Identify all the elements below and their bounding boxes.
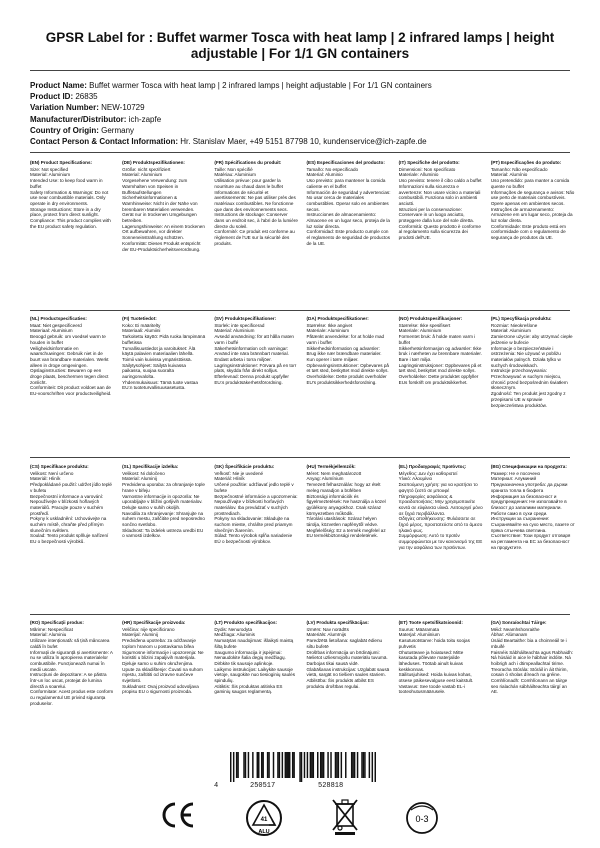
spec-line: Размер: Не е посочено: [490, 470, 541, 476]
info-value: 26835: [75, 92, 98, 102]
spec-line: Conformidade: Este produto está em conformidade com o regulamento de segurança de produtos da UE.: [490, 223, 566, 241]
spec-line: Material: Aluminium: [214, 328, 255, 334]
spec-line: Material: Aluminium: [122, 172, 163, 178]
svg-text:0-3: 0-3: [415, 814, 429, 824]
spec-heading: (FI) Tuotetiedot:: [122, 316, 157, 321]
barcode-bar: [330, 752, 331, 778]
tidyman-icon: [402, 800, 442, 841]
spec-line: Glabāšanas instrukcijas: Uzglabāt sausā vietā, sargāt no tiešiem saules stariem.: [306, 666, 390, 678]
spec-line: Materiał: Aluminium: [490, 328, 531, 334]
spec-line: Instrucțiuni de depozitare: A se păstra într-un loc uscat, protejat de lumina directă a soarelui.: [30, 672, 107, 689]
spec-line: Storlek: inte specificerad: [214, 322, 265, 328]
spec-heading: (ET) Toote spetsifikatsioonid:: [398, 620, 463, 625]
spec-line: Méret: Nem meghatározott: [306, 470, 362, 476]
spec-line: Faisnéis Sábháilteachta agus Rabhaidh: Ná húsáid in aice le hábhair indóite. Ná hoibrigh ach i dtimpeallachtaí tirime.: [490, 649, 574, 666]
spec-line: Soulad: Tento produkt splňuje nařízení EU o bezpečnosti výrobků.: [30, 533, 109, 545]
spec-column: [122, 620, 206, 707]
spec-line: Uso previsto: para mantener la comida caliente en el buffet: [306, 178, 386, 189]
barcode-bar: [364, 752, 365, 778]
barcode-bar: [327, 752, 328, 778]
barcode-bar: [292, 752, 293, 778]
spec-line: Pokyny k uskladnění: Uchovávejte na suchém místě, chraňte před přímým slunečním světlem.: [30, 516, 107, 533]
spec-line: Οδηγίες αποθήκευσης: Φυλάσσετε σε ξηρό μέρος, προστατεύστε από το άμεσο ηλιακό φως.: [398, 516, 483, 533]
spec-line: Materjal: Alumiinium: [398, 632, 440, 638]
spec-line: Avsedd användning: för att hålla maten varm i buffé: [214, 334, 294, 345]
spec-line: Dimensioni: Non specificato: [398, 166, 456, 172]
barcode-bar: [321, 752, 322, 778]
info-label: Manufacturer/Distributor:: [30, 114, 127, 124]
spec-line: Medžiaga: Aliuminis: [214, 632, 255, 638]
barcode-bar: [301, 752, 302, 782]
spec-line: Material: Aluminij: [122, 476, 157, 482]
spec-heading: (FR) Spécifications du produit:: [214, 160, 282, 165]
spec-column: [122, 160, 206, 252]
spec-line: Materiaal: Aluminium: [30, 328, 73, 334]
spec-column: [399, 160, 483, 252]
spec-line: Uso pretendido: para manter a comida quente no buffet: [490, 178, 570, 189]
svg-text:ALU: ALU: [258, 829, 270, 835]
spec-line: Comhlíonadh: Comhlíonann an táirge seo rialachán sábháilteachta táirgí an AE.: [490, 678, 568, 695]
spec-line: Sigurnosne informacije i upozorenja: Ne koristiti u blizini zapaljivih materijala. Djeluje samo u suhim okruženjima.: [122, 649, 204, 666]
spec-line: Numatytas naudojimas: išlaikyti maistą šiltą bufete: [214, 638, 294, 649]
spec-heading: (IT) Specifiche del prodotto:: [398, 160, 460, 165]
barcode-bar: [279, 752, 280, 778]
spec-line: Veiligheidsinformatie en waarschuwingen: Gebruik niet in de buurt van brandbare materialen. Werkt alleen in droge omgevingen.: [30, 345, 109, 368]
spec-line: Skladnost: Ta izdelek ustreza uredbi EU o varnosti izdelkov.: [122, 527, 204, 539]
spec-column: [214, 620, 298, 707]
spec-column: [491, 620, 575, 707]
spec-heading: (PL) Specyfikacja produktu:: [490, 316, 552, 321]
spec-heading: (SL) Specifikacije izdelka:: [122, 464, 179, 469]
barcode-bar: [299, 752, 300, 782]
barcode-bar: [273, 752, 274, 778]
spec-line: Predvidena uporaba: za ohranjanje tople hrane v bifeju: [122, 482, 205, 493]
divider: [30, 457, 570, 458]
spec-line: Informações de segurança e avisos: Não use perto de materiais combustíveis. Opere apenas em ambientes secos.: [490, 189, 575, 206]
spec-line: Μέγεθος: Δεν έχει καθοριστεί: [398, 470, 458, 476]
spec-line: Säilitusjuhised: Hoida kuivas kohas, otsese päikesevalguse eest kaitstult.: [398, 672, 474, 684]
spec-line: Storage Instructions: Store in a dry place, protect from direct sunlight.: [30, 206, 101, 218]
barcode-bar: [320, 752, 321, 778]
spec-heading: (DE) Produktspezifikationen:: [122, 160, 185, 165]
spec-line: Veličina: nije specificirano: [122, 626, 175, 632]
barcode-digit-left: 4: [214, 782, 219, 790]
barcode-bar: [307, 752, 308, 778]
spec-heading: (RO) Specificații produs:: [30, 620, 84, 625]
spec-row-2: [30, 316, 575, 408]
divider: [30, 70, 570, 71]
barcode-bar: [311, 752, 312, 778]
spec-heading: (PT) Especificações do produto:: [490, 160, 562, 165]
spec-heading: (CS) Specifikace produktu:: [30, 464, 89, 469]
spec-line: Sikkerhedsinformation og advarsler: Brug ikke nær brændbare materialer. Kun operer i tørre miljøer.: [306, 345, 382, 362]
barcode-bar: [258, 752, 259, 778]
spec-line: Maat: Niet gespecificeerd: [30, 322, 82, 328]
spec-heading: (LV) Produkta specifikācijas:: [306, 620, 369, 625]
spec-column: [122, 316, 206, 408]
spec-line: Dydis: Nenurodyta: [214, 626, 253, 632]
spec-line: Предназначена употреба: да държи храната топла в бюфета: [490, 482, 568, 493]
spec-column: [214, 160, 298, 252]
barcode-bar: [293, 752, 294, 778]
spec-line: Tarkoitettu käyttö: Pidä ruoka lämpimänä buffetissa: [122, 334, 206, 345]
spec-line: Lagerungshinweise: An einem trockenen Ort aufbewahren, vor direkter Sonneneinstrahlung schützen.: [122, 223, 205, 241]
spec-line: Utilizare intenționată: să țină mâncarea caldă în bufet: [30, 638, 110, 649]
spec-line: Informacje o bezpieczeństwie i ostrzeżenia: Nie używać w pobliżu materiałów palnych. Działa tylko w suchych środowiskach.: [490, 345, 561, 368]
info-value: Germany: [101, 125, 135, 135]
spec-heading: (HU) Termékjellemzők:: [306, 464, 356, 469]
spec-line: Υλικό: Αλουμίνιο: [398, 476, 433, 482]
spec-line: Drošības informācija un brīdinājumi: Nelietot uzliesmojošu materiālu tuvumā. Darbojas tikai sausā vidē.: [306, 649, 388, 666]
barcode-bar: [286, 752, 287, 778]
info-label: Variation Number:: [30, 103, 99, 113]
spec-column: [30, 620, 114, 707]
spec-line: Beoogd gebruik: om voedsel warm te houden in buffet: [30, 334, 106, 345]
barcode-bar: [310, 752, 311, 778]
spec-heading: (ES) Especificaciones del producto:: [306, 160, 385, 165]
barcode-bar: [338, 752, 339, 778]
spec-line: Mărime: Nespecificat: [30, 626, 73, 632]
spec-line: Size: Not specified: [30, 166, 69, 172]
spec-line: Materiale: Alluminio: [398, 172, 439, 178]
barcode-bar: [335, 752, 336, 778]
barcode-bar: [285, 752, 286, 778]
spec-line: Konformität: Dieses Produkt entspricht der EU-Produktsicherheitsverordnung.: [122, 240, 201, 252]
spec-heading: (DA) Produktspecifikationer:: [306, 316, 369, 321]
spec-heading: (LT) Produkto specifikacijos:: [214, 620, 278, 625]
spec-line: Treoracha Stórála: Stóráil in áit thirim, cosain ó sholas díreach na gréine.: [490, 666, 568, 678]
spec-line: Säilytysohjeet: Säilytä kuivassa paikassa, suojaa suoralta auringonvalolta.: [122, 362, 186, 380]
barcode-bar: [357, 752, 358, 778]
spec-line: Matériau: Aluminium: [214, 172, 256, 178]
spec-line: Materiale: Aluminium: [306, 328, 350, 334]
spec-line: Informații de siguranță și avertismente: A nu se utiliza în apropierea materialelor combustibile. Funcționează numai în medii uscate.: [30, 649, 113, 672]
spec-line: Instrucciones de almacenamiento: Almacene en un lugar seco, proteja de la luz solar directa.: [306, 212, 390, 229]
spec-line: Conformidad: Este producto cumple con el reglamento de seguridad de productos de la UE.: [306, 229, 390, 246]
info-value: Hr. Stanislav Maer, +49 5151 87798 10, kundenservice@ich-zapfe.de: [180, 137, 427, 147]
barcode-bar: [351, 752, 352, 778]
spec-column: [30, 464, 114, 551]
divider: [30, 152, 570, 153]
spec-line: Съответствие: Този продукт отговаря на регламента на ЕС за безопасност на продуктите.: [490, 533, 571, 550]
spec-heading: (NO) Produktspesifikasjoner:: [398, 316, 463, 321]
spec-line: Opbevaringsinstruktioner: Opbevares på et tørt sted, beskyttet mod direkte sollys.: [306, 362, 389, 374]
spec-line: Materiaali: Alumiini: [122, 328, 161, 334]
info-row: [30, 80, 575, 91]
label-title: GPSR Label for : Buffet warmer Tosca with heat lamp | 2 infrared lamps | height adjustable | For 1/1 GN containers: [45, 30, 555, 61]
barcode-bar: [268, 752, 269, 778]
barcode-bar: [288, 752, 289, 778]
weee-bin-icon: [330, 796, 360, 841]
spec-line: Anyag: Alumínium: [306, 476, 344, 482]
svg-text:41: 41: [260, 817, 268, 823]
barcode-bar: [243, 752, 244, 778]
barcode-bar: [354, 752, 355, 778]
spec-row-4: [30, 620, 575, 707]
spec-heading: (SV) Produktspecifikationer:: [214, 316, 277, 321]
barcode-bar: [341, 752, 342, 778]
spec-line: Material: Aluminio: [306, 172, 343, 178]
spec-line: Velikost: Není určeno: [30, 470, 74, 476]
spec-line: Materiāls: Alumīnijs: [306, 632, 347, 638]
spec-line: Πληροφορίες ασφάλειας & προειδοποιήσεις: Μην χρησιμοποιείτε κοντά σε εύφλεκτα υλικά. Λειτουργεί μόνο σε ξηρά περιβάλλοντα.: [398, 493, 483, 516]
spec-line: Materiál: Hliník: [214, 476, 245, 482]
spec-heading: (HR) Specifikacije proizvoda:: [122, 620, 186, 625]
spec-column: [491, 464, 575, 551]
barcode-bar: [375, 752, 376, 782]
spec-heading: (SK) Špecifikácie produktu:: [214, 464, 275, 469]
barcode-bar: [261, 752, 262, 778]
info-row: [30, 125, 575, 136]
barcode-bar: [323, 752, 324, 778]
product-info: [30, 80, 575, 147]
spec-line: Saugumo informacija ir įspėjimai: Nenaudokite šalia degių medžiagų. Dirbkite tik sausoje aplinkoje.: [214, 649, 286, 666]
spec-line: Izmērs: Nav norādīts: [306, 626, 349, 632]
barcode-bar: [262, 752, 263, 778]
spec-line: Instrukcje przechowywania: Przechowywać w suchym miejscu, chronić przed bezpośrednim światłem słonecznym.: [490, 368, 568, 391]
info-row: [30, 136, 575, 147]
spec-line: Navodila za shranjevanje: Shranjujte na suhem mestu, zaščitite pred neposredno sončno svetlobo.: [122, 510, 205, 528]
spec-line: Turvallisuustiedot ja varoitukset: Älä käytä palavien materiaalien lähellä. Toimii vain kuivissa ympäristöissä.: [122, 345, 196, 362]
barcode-bar: [277, 752, 278, 778]
spec-line: Ohutusteave ja hoiatused: Mitte kasutada põlevate materjalide läheduses. Töötab ainult kuivas keskkonnas.: [398, 649, 464, 672]
spec-column: [399, 316, 483, 408]
info-row: [30, 91, 575, 102]
spec-column: [491, 160, 575, 252]
spec-column: [306, 464, 390, 551]
spec-line: Bezpečnostné informácie a upozornenia: Nepoužívajte v blízkosti horľavých materiálov. Iba prevádzať v suchých prostrediach.: [214, 493, 298, 516]
spec-column: [399, 464, 483, 551]
barcode-bar: [233, 752, 234, 782]
spec-line: Lagringsinstruktioner: Förvara på en torr plats, skydda från direkt solljus.: [214, 362, 297, 374]
spec-line: Koko: Ei määritelty: [122, 322, 161, 328]
spec-line: Conformité: Ce produit est conforme au règlement de l'UE sur la sécurité des produits.: [214, 229, 295, 246]
spec-line: Predviđena upotreba: za održavanje toplom hranom u postavkama bifea: [122, 638, 196, 649]
spec-line: Kasutusotstarve: hoida toitu soojas puhvetis: [398, 638, 470, 649]
barcode-bar: [304, 752, 305, 778]
spec-line: Opslaginstructies: Bewaren op een droge plaats, beschermen tegen direct zonlicht.: [30, 368, 109, 385]
recycle-code-icon: [244, 798, 284, 843]
spec-line: Material: Alumínio: [490, 172, 528, 178]
spec-line: Συμμόρφωση: Αυτό το προϊόν συμμορφώνεται με τον κανονισμό της ΕΕ για την ασφάλεια των προϊόντων.: [398, 533, 483, 550]
spec-line: Súlad: Tento výrobok spĺňa nariadenie EÚ o bezpečnosti výrobkov.: [214, 533, 293, 545]
spec-line: Atitiktis: Šis produktas atitinka ES gaminių saugos reglamentą.: [214, 683, 283, 695]
spec-heading: (EL) Προδιαγραφές προϊόντος:: [398, 464, 467, 469]
info-label: Country of Origin:: [30, 125, 99, 135]
spec-line: Материал: Алуминий: [490, 476, 537, 482]
spec-line: Material: Aluminiu: [30, 632, 67, 638]
spec-line: Säkerhetsinformation och varningar: Använd inte nära brännbart material. Endast arbeta i torra miljöer.: [214, 345, 289, 362]
spec-line: Größe: nicht spezifiziert: [122, 166, 171, 172]
spec-line: Информация за безопасност и предупреждения: Не използвайте в близост до запалими материали. Работи само в сухи среди.: [490, 493, 567, 516]
spec-line: Taille: Non spécifié: [214, 166, 253, 172]
spec-line: Información de seguridad y advertencias: No usar cerca de materiales combustibles. Operar solo en ambientes secos.: [306, 189, 391, 212]
ean-barcode: [212, 752, 382, 794]
barcode-bar: [336, 752, 337, 778]
barcode-bars: [228, 752, 378, 782]
spec-line: Overholdelse: Dette produktet oppfyller EUs forskrift om produktsikkerhet.: [398, 374, 479, 385]
spec-line: Størrelse: Ikke angivet: [306, 322, 353, 328]
barcode-bar: [248, 752, 249, 778]
barcode-group-1: 250517: [250, 782, 276, 790]
info-value: NEW-10729: [101, 103, 145, 113]
spec-column: [306, 316, 390, 408]
spec-line: Paredzētā lietošana: saglabāt ēdienu siltu bufetē: [306, 638, 383, 649]
spec-line: Intended Use: to keep food warm in buffet: [30, 178, 103, 189]
spec-line: Zgodność: Ten produkt jest zgodny z przepisami UE w sprawie bezpieczeństwa produktów.: [490, 391, 566, 408]
barcode-bar: [345, 752, 346, 778]
spec-line: Informazioni sulla sicurezza e avvertenze: Non usare vicino a materiali combustibili. Funziona solo in ambienti asciutti.: [398, 183, 481, 206]
spec-line: Sukladnost: Ovaj proizvod udovoljava propisu EU o sigurnosti proizvoda.: [122, 683, 199, 695]
spec-line: Varnostne informacije in opozorila: Ne uporabljajte v bližini gorljivih materialov. Delujte samo v suhih okoljih.: [122, 493, 203, 510]
spec-line: Lagringsinstruksjoner: Oppbevares på et tørt sted, beskyttet mod direkte sollys.: [398, 362, 482, 374]
spec-line: Yhdenmukaisuus: Tämä tuote vastaa EU:n tuoteturvallisuusasetusta.: [122, 379, 198, 391]
spec-column: [306, 620, 390, 707]
spec-line: Pokyny na skladovanie: Skladujte na suchom mieste, chráňte pred priamym slnečným žiarením.: [214, 516, 293, 533]
spec-line: Istruzioni per la conservazione: Conservare in un luogo asciutto, proteggere dalla luce del sole diretta.: [398, 206, 474, 224]
spec-heading: (NL) Productspecificaties:: [30, 316, 87, 321]
barcode-bar: [317, 752, 318, 778]
barcode-bar: [361, 752, 362, 778]
spec-line: Material: Aluminium: [30, 172, 71, 178]
spec-line: Materiale: Aluminium: [398, 328, 442, 334]
spec-line: Safety Information & Warnings: Do not use near combustible materials. Only operate in dry environments.: [30, 189, 109, 206]
spec-column: [30, 316, 114, 408]
info-row: [30, 102, 575, 113]
spec-column: [491, 316, 575, 408]
spec-row-1: [30, 160, 575, 252]
spec-column: [214, 316, 298, 408]
spec-line: Tamaño: No especificado: [306, 166, 359, 172]
barcode-bar: [289, 752, 290, 778]
spec-line: Informations de sécurité et avertissements: Ne pas utiliser près des matériaux combustibles. Ne fonctionne que dans des environnements secs.: [214, 189, 296, 212]
spec-line: Megfelelőség: Ez a termék megfelel az EU termékbiztonsági rendeletének.: [306, 527, 386, 539]
spec-line: Velikost: Ni določeno: [122, 470, 165, 476]
barcode-bar: [363, 752, 364, 778]
spec-line: Compliance: This product complies with the EU product safety regulation.: [30, 218, 111, 229]
barcode-bar: [236, 752, 237, 778]
spec-line: Efterlevnad: Denna produkt uppfyller EU:s produktsäkerhetsförordning.: [214, 374, 289, 385]
info-row: [30, 114, 575, 125]
barcode-group-2: 528818: [318, 782, 344, 790]
spec-column: [30, 160, 114, 252]
barcode-bar: [252, 752, 253, 778]
spec-line: Formentet bruk: å holde maten varm i buffet: [398, 334, 476, 345]
spec-line: Biztonsági információk és figyelmeztetések: Ne használja a közel gyúlékony anyagokhoz. Csak száraz környezetben működik.: [306, 493, 386, 516]
spec-line: Tervezett felhasználás: hogy az ételt meleg maradjon a büfében: [306, 482, 381, 493]
spec-heading: (EN) Product Specifications:: [30, 160, 93, 165]
spec-line: Conformiteit: Dit product voldoet aan de EU-voorschriften voor productveiligheid.: [30, 385, 112, 397]
spec-line: Určené použitie: udržiavať jedlo teplé v bufete: [214, 482, 294, 493]
spec-row-3: [30, 464, 575, 551]
spec-line: Atbilstība: Šis produkts atbilst ES produktu drošības regulai.: [306, 678, 374, 689]
spec-line: Tárolási utasítások: Száraz helyen tárolja, közvetlen napfénytől védve.: [306, 516, 379, 528]
info-value: Buffet warmer Tosca with heat lamp | 2 infrared lamps | height adjustable | For 1/1 GN containers: [89, 81, 432, 90]
spec-line: Conformitate: Acest produs este conform cu regulamentul UE privind siguranța produselor.: [30, 689, 114, 706]
spec-line: Sikkerhetsinformasjon og advarsler: Ikke bruk i nærheten av brennbare materialer. Bare i tørr miljø.: [398, 345, 482, 362]
spec-line: Zamierzone użycie: aby utrzymać ciepłe jedzenie w bufecie: [490, 334, 573, 345]
spec-line: Conformità: Questo prodotto è conforme al regolamento sulla sicurezza dei prodotti dell'UE.: [398, 223, 481, 241]
barcode-bar: [282, 752, 283, 778]
spec-line: Materijal: Aluminij: [122, 632, 158, 638]
divider: [30, 310, 570, 311]
spec-line: Påtænkt anvendelse: for at holde mad varm i buffet: [306, 334, 385, 345]
spec-line: Σκοπούμενη χρήση: για να κρατήσει το φαγητό ζεστό σε μπουφέ: [398, 482, 478, 493]
spec-line: Sicherheitsinformationen & Warnhinweise: Nicht in der Nähe von brennbaren Materialien verwenden. Gerät nur in trockenen Umgebungen betreiben.: [122, 195, 198, 224]
spec-line: Инструкции за съхранение: Съхранявайте на сухо място, пазете от пряка слънчева светлина.: [490, 516, 575, 533]
spec-line: Rozmiar: Nieokreślone: [490, 322, 538, 328]
spec-line: Instructions de stockage: Conserver dans un endroit sec, à l'abri de la lumière directe du soleil.: [214, 212, 298, 229]
barcode-bar: [313, 752, 314, 778]
barcode-bar: [257, 752, 258, 778]
spec-line: Upute za skladištenje: Čuvati na suhom mjestu, zaštititi od izravne sunčeve svjetlosti.: [122, 666, 203, 684]
spec-line: Laikymo instrukcijos: Laikykite sausoje vietoje, saugokite nuo tiesioginių saulės spindulių.: [214, 666, 296, 684]
spec-line: Vastavus: See toode vastab EL-i tooteohutusmäärusele.: [398, 683, 465, 695]
ce-mark-icon: [160, 800, 196, 835]
spec-line: Overholdelse: Dette produkt overholder EU's produktsikkerhedsforordning.: [306, 374, 387, 385]
spec-line: Ábhar: Alúmanam: [490, 632, 528, 638]
spec-line: Materiál: Hliník: [30, 476, 61, 482]
spec-line: Uso previsto: tenere il cibo caldo a buffet: [398, 178, 482, 184]
spec-line: Tamanho: Não especificado: [490, 166, 548, 172]
spec-column: [399, 620, 483, 707]
barcode-bar: [245, 752, 246, 778]
spec-line: Størrelse: Ikke spesifisert: [398, 322, 451, 328]
spec-column: [214, 464, 298, 551]
barcode-bar: [352, 752, 353, 778]
spec-line: Předpokládané použití: udržet jídlo teplé v bufetu: [30, 482, 112, 493]
spec-column: [122, 464, 206, 551]
spec-line: Veľkosť: Nie je uvedené: [214, 470, 264, 476]
divider: [30, 614, 570, 615]
barcode-bar: [267, 752, 268, 778]
spec-line: Suurus: Määramata: [398, 626, 439, 632]
spec-line: Instruções de armazenamento: Armazene em um lugar seco, proteja da luz solar direta.: [490, 206, 573, 224]
info-label: Product ID:: [30, 92, 74, 102]
spec-line: Vorgesehene Verwendung: zum Warmhalten von Speisen in Buffetaufstellungen: [122, 178, 188, 195]
spec-heading: (GA) Sonraíochtaí Táirge:: [490, 620, 547, 625]
barcode-bar: [372, 752, 373, 782]
info-label: Product Name:: [30, 81, 87, 90]
barcode-bar: [230, 752, 231, 782]
spec-line: Méid: Neamhshonraithe: [490, 626, 540, 632]
info-label: Contact Person & Contact Information:: [30, 137, 179, 147]
spec-column: [306, 160, 390, 252]
spec-line: Bezpečnostní informace a varování: Nepoužívejte v blízkosti hořlavých materiálů. Pracujte pouze v suchém prostředí.: [30, 493, 104, 516]
barcode-bar: [237, 752, 238, 778]
spec-line: Utilisation prévue: pour garder la nourriture au chaud dans le buffet: [214, 178, 283, 189]
barcode-bar: [369, 752, 370, 778]
info-value: ich-zapfe: [128, 114, 162, 124]
spec-heading: (BG) Спецификации на продукта:: [490, 464, 567, 469]
spec-line: Úsáid Beartaithe: bia a choinneáil te i mbuifé: [490, 638, 567, 649]
